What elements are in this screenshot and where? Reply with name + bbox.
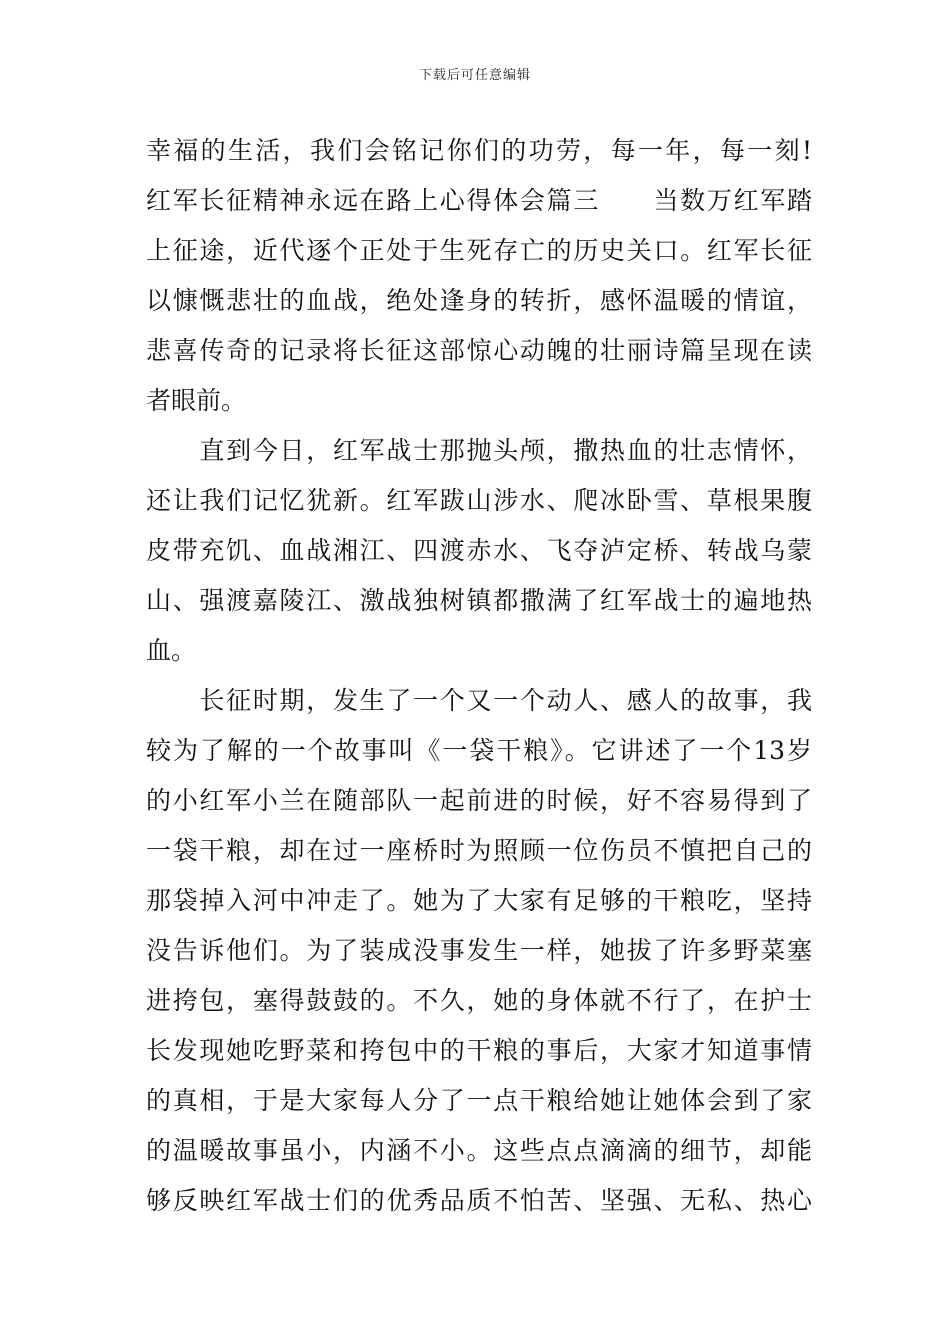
text-line: 山、强渡嘉陵江、激战独树镇都撒满了红军战士的遍地热 (146, 586, 812, 615)
text-line: 一袋干粮，却在过一座桥时为照顾一位伤员不慎把自己的 (146, 836, 812, 865)
text-line: 的真相，于是大家每人分了一点干粮给她让她体会到了家 (146, 1086, 812, 1115)
text-line: 血。 (146, 636, 197, 665)
text-line: 者眼前。 (146, 386, 247, 415)
text-line: 以慷慨悲壮的血战，绝处逢身的转折，感怀温暖的情谊， (146, 286, 812, 315)
text-line: 没告诉他们。为了装成没事发生一样，她拔了许多野菜塞 (146, 936, 812, 965)
text-line: 上征途，近代逐个正处于生死存亡的历史关口。红军长征 (146, 236, 812, 265)
text-line: 的温暖故事虽小，内涵不小。这些点点滴滴的细节，却能 (146, 1136, 812, 1165)
text-line: 直到今日，红军战士那抛头颅，撒热血的壮志情怀， (146, 436, 812, 465)
text-line: 悲喜传奇的记录将长征这部惊心动魄的壮丽诗篇呈现在读 (146, 336, 812, 365)
text-line: 皮带充饥、血战湘江、四渡赤水、飞夺泸定桥、转战乌蒙 (146, 536, 812, 565)
text-line: 红军长征精神永远在路上心得体会篇三 当数万红军踏 (146, 186, 812, 215)
text-line: 长征时期，发生了一个又一个动人、感人的故事，我 (146, 686, 812, 715)
document-body (146, 126, 812, 1226)
text-line: 那袋掉入河中冲走了。她为了大家有足够的干粮吃，坚持 (146, 886, 812, 915)
text-line: 幸福的生活，我们会铭记你们的功劳，每一年，每一刻! (146, 136, 812, 165)
text-line: 还让我们记忆犹新。红军跋山涉水、爬冰卧雪、草根果腹 (146, 486, 812, 515)
text-line: 进挎包，塞得鼓鼓的。不久，她的身体就不行了，在护士 (146, 986, 812, 1015)
text-line: 长发现她吃野菜和挎包中的干粮的事后，大家才知道事情 (146, 1036, 812, 1065)
page-header: 下载后可任意编辑 (418, 68, 531, 83)
text-line: 的小红军小兰在随部队一起前进的时候，好不容易得到了 (146, 786, 812, 815)
text-line: 较为了解的一个故事叫《一袋干粮》。它讲述了一个13岁 (146, 736, 812, 765)
text-line: 够反映红军战士们的优秀品质不怕苦、坚强、无私、热心 (146, 1186, 812, 1215)
